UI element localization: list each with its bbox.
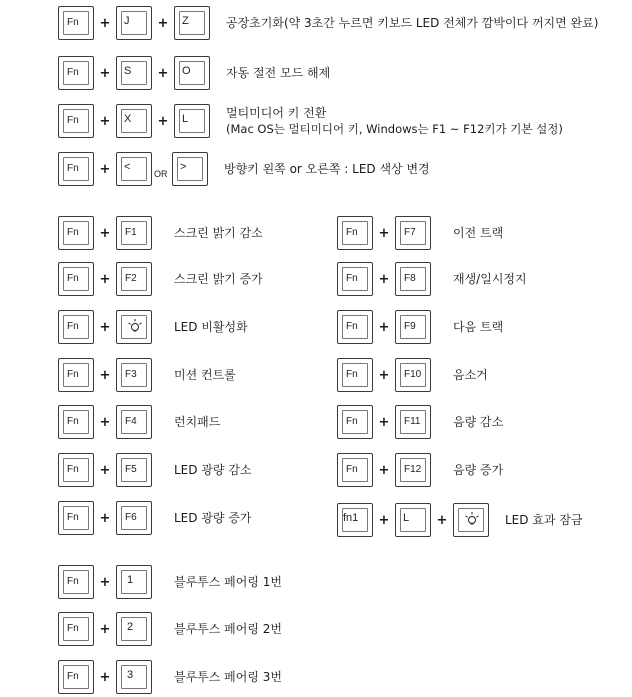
plus-sign: + xyxy=(99,15,111,31)
shortcut-f4 xyxy=(58,405,220,439)
plus-sign: + xyxy=(99,65,111,81)
key-f9: F9 xyxy=(395,310,431,344)
light-bulb-icon xyxy=(464,511,480,529)
key-fn: Fn xyxy=(58,152,94,186)
shortcut-bt2 xyxy=(58,612,282,646)
plus-sign: + xyxy=(99,225,111,241)
key-fn: Fn xyxy=(58,405,94,439)
shortcut-description: 자동 절전 모드 해제 xyxy=(226,66,331,80)
shortcut-description: 스크린 밝기 증가 xyxy=(174,272,263,286)
plus-sign: + xyxy=(378,414,390,430)
key-fn: Fn xyxy=(58,358,94,392)
shortcut-description: 음량 감소 xyxy=(453,415,504,429)
shortcut-led-toggle xyxy=(58,310,248,344)
shortcut-bt3 xyxy=(58,660,282,694)
key-fn: Fn xyxy=(58,104,94,138)
shortcut-description: 미션 컨트롤 xyxy=(174,368,236,382)
shortcut-f9 xyxy=(337,310,503,344)
shortcut-bt1 xyxy=(58,565,282,599)
key-1: 1 xyxy=(116,565,152,599)
plus-sign: + xyxy=(99,669,111,685)
key-fn: Fn xyxy=(58,262,94,296)
plus-sign: + xyxy=(378,367,390,383)
key-f10: F10 xyxy=(395,358,431,392)
key-2: 2 xyxy=(116,612,152,646)
shortcut-auto-sleep-off xyxy=(58,56,330,90)
plus-sign: + xyxy=(99,621,111,637)
or-label: OR xyxy=(154,169,168,179)
key-light xyxy=(116,310,152,344)
shortcut-description: 블루투스 페어링 2번 xyxy=(174,622,283,636)
shortcut-description: 공장초기화(약 3초간 누르면 키보드 LED 전체가 깜박이다 꺼지면 완료) xyxy=(226,16,599,30)
shortcut-f1 xyxy=(58,216,263,250)
key-x: X xyxy=(116,104,152,138)
plus-sign: + xyxy=(99,161,111,177)
shortcut-description: 블루투스 페어링 1번 xyxy=(174,575,283,589)
plus-sign: + xyxy=(99,574,111,590)
shortcut-description: 음량 증가 xyxy=(453,463,504,477)
shortcut-f3 xyxy=(58,358,236,392)
plus-sign: + xyxy=(436,512,448,528)
shortcut-description: LED 효과 잠금 xyxy=(505,513,583,527)
shortcut-f11 xyxy=(337,405,503,439)
key-f11: F11 xyxy=(395,405,431,439)
key-light xyxy=(453,503,489,537)
plus-sign: + xyxy=(99,319,111,335)
key-fn: Fn xyxy=(58,565,94,599)
plus-sign: + xyxy=(157,113,169,129)
shortcut-f10 xyxy=(337,358,488,392)
key-fn: Fn xyxy=(337,216,373,250)
light-bulb-icon xyxy=(127,318,143,336)
key-f4: F4 xyxy=(116,405,152,439)
plus-sign: + xyxy=(99,113,111,129)
key-f5: F5 xyxy=(116,453,152,487)
key-fn: Fn xyxy=(58,56,94,90)
key-z: Z xyxy=(174,6,210,40)
plus-sign: + xyxy=(99,414,111,430)
plus-sign: + xyxy=(378,319,390,335)
shortcut-description: 스크린 밝기 감소 xyxy=(174,226,263,240)
key-fn: Fn xyxy=(58,453,94,487)
shortcut-description: 음소거 xyxy=(453,368,488,382)
key-fn: Fn xyxy=(58,501,94,535)
key-fn: Fn xyxy=(337,262,373,296)
shortcut-f6 xyxy=(58,501,252,535)
key-l: L xyxy=(395,503,431,537)
shortcut-f2 xyxy=(58,262,263,296)
shortcut-description xyxy=(226,105,563,137)
plus-sign: + xyxy=(99,367,111,383)
key-fn: Fn xyxy=(58,6,94,40)
key-s: S xyxy=(116,56,152,90)
plus-sign: + xyxy=(157,15,169,31)
shortcut-description: 블루투스 페어링 3번 xyxy=(174,670,283,684)
shortcut-description: 런치패드 xyxy=(174,415,221,429)
key-o: O xyxy=(174,56,210,90)
key-fn: fn1 xyxy=(337,503,373,537)
key-left-arrow: < xyxy=(116,152,152,186)
key-f12: F12 xyxy=(395,453,431,487)
key-f6: F6 xyxy=(116,501,152,535)
key-fn: Fn xyxy=(58,612,94,646)
shortcut-description: 재생/일시정지 xyxy=(453,272,527,286)
plus-sign: + xyxy=(378,462,390,478)
key-fn: Fn xyxy=(58,660,94,694)
plus-sign: + xyxy=(99,271,111,287)
plus-sign: + xyxy=(157,65,169,81)
key-f8: F8 xyxy=(395,262,431,296)
shortcut-description: LED 광량 감소 xyxy=(174,463,252,477)
multimedia-toggle-label: 멀티미디어 키 전환 xyxy=(226,106,327,120)
key-fn: Fn xyxy=(337,453,373,487)
plus-sign: + xyxy=(378,225,390,241)
multimedia-toggle-note: (Mac OS는 멀티미디어 키, Windows는 F1 ~ F12키가 기본 설정) xyxy=(226,122,563,136)
shortcut-led-color xyxy=(58,152,430,186)
key-f3: F3 xyxy=(116,358,152,392)
key-3: 3 xyxy=(116,660,152,694)
key-fn: Fn xyxy=(337,405,373,439)
key-right-arrow: > xyxy=(172,152,208,186)
shortcut-f5 xyxy=(58,453,252,487)
shortcut-multimedia-toggle xyxy=(58,104,563,138)
key-j: J xyxy=(116,6,152,40)
key-f1: F1 xyxy=(116,216,152,250)
shortcut-description: 이전 트랙 xyxy=(453,226,504,240)
key-fn: Fn xyxy=(337,310,373,344)
key-fn: Fn xyxy=(337,358,373,392)
shortcut-f7 xyxy=(337,216,503,250)
key-f7: F7 xyxy=(395,216,431,250)
plus-sign: + xyxy=(99,510,111,526)
shortcut-led-effect-lock xyxy=(337,503,583,537)
key-l: L xyxy=(174,104,210,138)
shortcut-description: LED 비활성화 xyxy=(174,320,248,334)
plus-sign: + xyxy=(378,512,390,528)
shortcut-f8 xyxy=(337,262,527,296)
plus-sign: + xyxy=(99,462,111,478)
shortcut-description: 다음 트랙 xyxy=(453,320,504,334)
key-fn: Fn xyxy=(58,310,94,344)
shortcut-description: LED 광량 증가 xyxy=(174,511,252,525)
key-fn: Fn xyxy=(58,216,94,250)
shortcut-factory-reset xyxy=(58,6,598,40)
shortcut-f12 xyxy=(337,453,503,487)
shortcut-description: 방향키 왼쪽 or 오른쪽 : LED 색상 변경 xyxy=(224,162,430,176)
plus-sign: + xyxy=(378,271,390,287)
key-f2: F2 xyxy=(116,262,152,296)
